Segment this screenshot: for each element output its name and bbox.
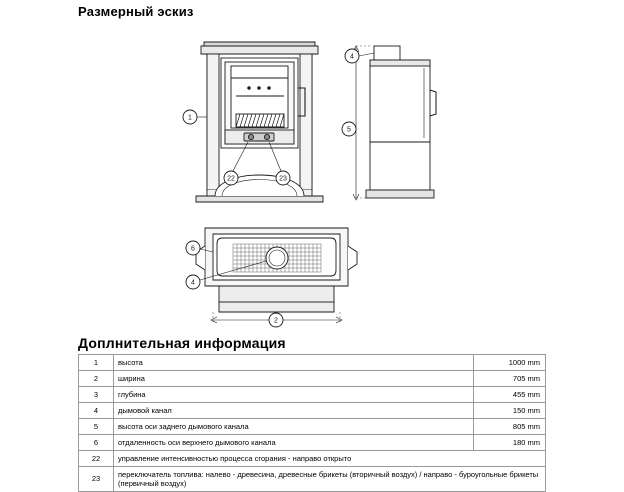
callout-6: 6 bbox=[191, 245, 195, 253]
table-row bbox=[79, 403, 546, 419]
row-number: 4 bbox=[79, 403, 114, 419]
row-number: 6 bbox=[79, 435, 114, 451]
callout-4-top: 4 bbox=[191, 279, 195, 287]
callout-22: 22 bbox=[227, 175, 235, 183]
row-value: 705 mm bbox=[474, 371, 546, 387]
row-value: 805 mm bbox=[474, 419, 546, 435]
row-value: 1000 mm bbox=[474, 355, 546, 371]
callout-5: 5 bbox=[347, 126, 351, 134]
page-title-sketch: Размерный эскиз bbox=[78, 4, 194, 19]
row-number: 2 bbox=[79, 371, 114, 387]
row-value: 150 mm bbox=[474, 403, 546, 419]
table-row bbox=[79, 387, 546, 403]
row-label: высота bbox=[114, 355, 474, 371]
technical-drawing bbox=[0, 18, 624, 330]
table-row bbox=[79, 371, 546, 387]
row-number: 23 bbox=[79, 467, 114, 492]
row-label: дымовой канал bbox=[114, 403, 474, 419]
row-value: 455 mm bbox=[474, 387, 546, 403]
row-label: ширина bbox=[114, 371, 474, 387]
table-row bbox=[79, 467, 546, 492]
row-label: высота оси заднего дымового канала bbox=[114, 419, 474, 435]
info-table-body bbox=[79, 355, 546, 492]
row-number: 5 bbox=[79, 419, 114, 435]
row-value: 180 mm bbox=[474, 435, 546, 451]
table-row bbox=[79, 435, 546, 451]
table-row bbox=[79, 355, 546, 371]
row-label: переключатель топлива: налево - древесина, древесные брикеты (вторичный воздух) / направо - буроугольные брикеты (первичный воздух) bbox=[114, 467, 546, 492]
row-label: управление интенсивностью процесса сгорания - направо открыто bbox=[114, 451, 546, 467]
table-row bbox=[79, 419, 546, 435]
row-number: 3 bbox=[79, 387, 114, 403]
callout-4-side: 4 bbox=[350, 53, 354, 61]
callout-2: 2 bbox=[274, 317, 278, 325]
info-table bbox=[78, 354, 546, 492]
row-number: 1 bbox=[79, 355, 114, 371]
row-number: 22 bbox=[79, 451, 114, 467]
row-label: глубина bbox=[114, 387, 474, 403]
callout-23: 23 bbox=[279, 175, 287, 183]
page-title-info: Доплнительная информация bbox=[78, 335, 286, 351]
callout-1: 1 bbox=[188, 114, 192, 122]
row-label: отдаленность оси верхнего дымового канала bbox=[114, 435, 474, 451]
table-row bbox=[79, 451, 546, 467]
